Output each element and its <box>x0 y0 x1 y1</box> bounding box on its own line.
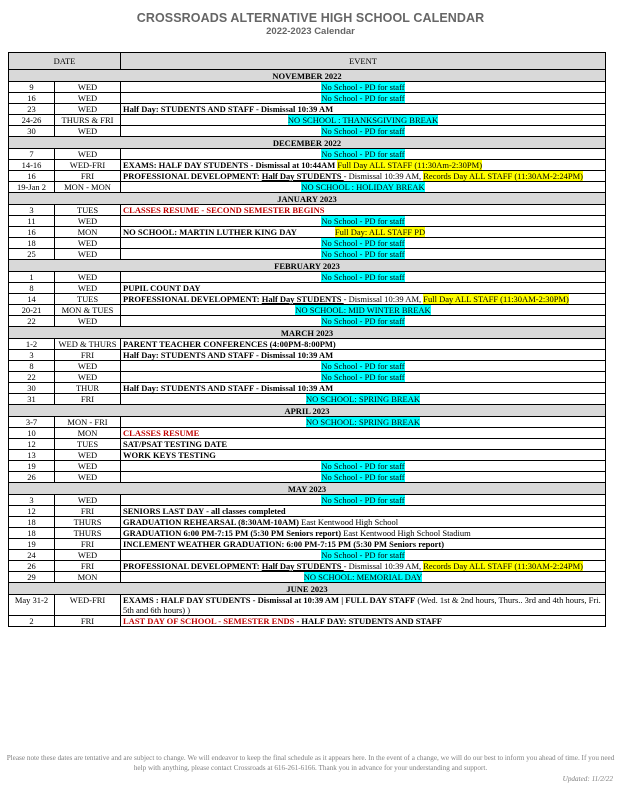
date-cell: 11 <box>9 216 55 227</box>
event-text: CLASSES RESUME <box>123 428 200 438</box>
event-text-underlined: Half Day STUDENTS <box>261 294 344 304</box>
date-cell: 16 <box>9 227 55 238</box>
date-cell: 8 <box>9 361 55 372</box>
table-row <box>9 450 606 461</box>
day-cell: MON <box>55 572 121 583</box>
calendar-table <box>8 52 606 627</box>
day-cell: MON <box>55 227 121 238</box>
day-cell: MON - MON <box>55 182 121 193</box>
event-text: No School - PD for staff <box>321 461 405 471</box>
date-cell: 25 <box>9 249 55 260</box>
date-cell: 2 <box>9 616 55 627</box>
month-label: MARCH 2023 <box>9 327 606 339</box>
date-cell: 24-26 <box>9 115 55 126</box>
date-cell: 10 <box>9 428 55 439</box>
day-cell: WED <box>55 372 121 383</box>
date-cell: 3 <box>9 495 55 506</box>
day-cell: FRI <box>55 171 121 182</box>
event-text: No School - PD for staff <box>321 149 405 159</box>
date-cell: 7 <box>9 149 55 160</box>
date-cell: 3 <box>9 350 55 361</box>
day-cell: MON & TUES <box>55 305 121 316</box>
month-row <box>9 327 606 339</box>
event-text: PROFESSIONAL DEVELOPMENT: <box>123 294 262 304</box>
table-row <box>9 305 606 316</box>
date-cell: 18 <box>9 238 55 249</box>
table-row <box>9 227 606 238</box>
date-cell: 12 <box>9 506 55 517</box>
date-cell: 1 <box>9 272 55 283</box>
event-text-underlined: Half Day STUDENTS <box>261 561 344 571</box>
event-text: No School - PD for staff <box>321 361 405 371</box>
event-text: LAST DAY OF SCHOOL - SEMESTER ENDS <box>123 616 295 626</box>
day-cell: WED <box>55 550 121 561</box>
date-column-header: DATE <box>9 53 121 70</box>
month-row <box>9 483 606 495</box>
event-text: No School - PD for staff <box>321 272 405 282</box>
table-row <box>9 550 606 561</box>
day-cell: TUES <box>55 294 121 305</box>
day-cell: MON <box>55 428 121 439</box>
day-cell: WED-FRI <box>55 160 121 171</box>
day-cell: WED <box>55 126 121 137</box>
month-label: JANUARY 2023 <box>9 193 606 205</box>
table-row <box>9 93 606 104</box>
staff-highlight: Full Day ALL STAFF (11:30Am-2:30PM) <box>337 160 483 170</box>
table-row <box>9 205 606 216</box>
staff-highlight: Full Day: ALL STAFF PD <box>334 227 426 237</box>
day-cell: FRI <box>55 616 121 627</box>
date-cell: 26 <box>9 561 55 572</box>
table-row <box>9 383 606 394</box>
day-cell: FRI <box>55 506 121 517</box>
event-text: PROFESSIONAL DEVELOPMENT: <box>123 561 262 571</box>
table-row <box>9 316 606 327</box>
table-row <box>9 394 606 405</box>
event-text: No School - PD for staff <box>321 82 405 92</box>
event-text: No School - PD for staff <box>321 216 405 226</box>
date-cell: 24 <box>9 550 55 561</box>
page-title: CROSSROADS ALTERNATIVE HIGH SCHOOL CALENDAR <box>136 11 485 25</box>
date-cell: 14-16 <box>9 160 55 171</box>
table-row <box>9 272 606 283</box>
table-row <box>9 216 606 227</box>
page-subtitle: 2022-2023 Calendar <box>266 26 355 37</box>
event-text: PARENT TEACHER CONFERENCES (4:00PM-8:00PM) <box>121 339 606 350</box>
day-cell: WED & THURS <box>55 339 121 350</box>
event-text: No School - PD for staff <box>321 372 405 382</box>
date-cell: 16 <box>9 93 55 104</box>
month-row <box>9 260 606 272</box>
day-cell: WED <box>55 216 121 227</box>
event-text: Half Day: STUDENTS AND STAFF - Dismissal 10:39 AM <box>121 383 606 394</box>
event-text: No School - PD for staff <box>321 550 405 560</box>
event-text-detail: - Dismissal 10:39 AM, <box>343 294 424 304</box>
event-text-detail: - Dismissal 10:39 AM, <box>343 561 424 571</box>
day-cell: WED <box>55 495 121 506</box>
event-text: NO SCHOOL : HOLIDAY BREAK <box>301 182 425 192</box>
event-text: No School - PD for staff <box>321 249 405 259</box>
day-cell: WED <box>55 238 121 249</box>
event-text: Half Day: STUDENTS AND STAFF - Dismissal 10:39 AM <box>121 104 606 115</box>
date-cell: 26 <box>9 472 55 483</box>
table-row <box>9 171 606 182</box>
event-column-header: EVENT <box>121 53 606 70</box>
table-row <box>9 238 606 249</box>
date-cell: 30 <box>9 383 55 394</box>
day-cell: FRI <box>55 561 121 572</box>
event-text: No School - PD for staff <box>321 472 405 482</box>
table-row <box>9 417 606 428</box>
event-text: SAT/PSAT TESTING DATE <box>121 439 606 450</box>
event-text: INCLEMENT WEATHER GRADUATION: 6:00 PM-7:15 PM (5:30 PM Seniors report) <box>121 539 606 550</box>
day-cell: WED <box>55 249 121 260</box>
table-row <box>9 616 606 627</box>
date-cell: 8 <box>9 283 55 294</box>
date-cell: 29 <box>9 572 55 583</box>
table-row <box>9 350 606 361</box>
table-row <box>9 182 606 193</box>
table-row <box>9 104 606 115</box>
table-row <box>9 149 606 160</box>
date-cell: 20-21 <box>9 305 55 316</box>
table-row <box>9 283 606 294</box>
event-text: PROFESSIONAL DEVELOPMENT: <box>123 171 262 181</box>
day-cell: THURS <box>55 517 121 528</box>
date-cell: 14 <box>9 294 55 305</box>
table-row <box>9 517 606 528</box>
day-cell: TUES <box>55 205 121 216</box>
event-text: No School - PD for staff <box>321 126 405 136</box>
table-header-row <box>9 53 606 70</box>
month-row <box>9 405 606 417</box>
day-cell: WED <box>55 472 121 483</box>
event-text: NO SCHOOL: SPRING BREAK <box>305 417 421 427</box>
date-cell: 16 <box>9 171 55 182</box>
table-row <box>9 439 606 450</box>
month-label: DECEMBER 2022 <box>9 137 606 149</box>
month-label: MAY 2023 <box>9 483 606 495</box>
month-label: FEBRUARY 2023 <box>9 260 606 272</box>
date-cell: 18 <box>9 528 55 539</box>
date-cell: 30 <box>9 126 55 137</box>
date-cell: 13 <box>9 450 55 461</box>
table-row <box>9 561 606 572</box>
table-row <box>9 361 606 372</box>
event-text: NO SCHOOL: MARTIN LUTHER KING DAY <box>123 227 297 237</box>
date-cell: 3-7 <box>9 417 55 428</box>
event-text: No School - PD for staff <box>321 316 405 326</box>
table-row <box>9 294 606 305</box>
table-row <box>9 372 606 383</box>
event-text: NO SCHOOL: MEMORIAL DAY <box>303 572 423 582</box>
day-cell: FRI <box>55 394 121 405</box>
footer-note: Please note these dates are tentative and are subject to change. We will endeavor to keep the final schedule as it appears here. In the event of a change, we will do our best to inform you ahead of time. If you need help with anything, please contact Crossroads at 616-261-6166. Thank you in advance for your understanding and support. <box>6 754 615 772</box>
event-text-underlined: Half Day STUDENTS <box>261 171 344 181</box>
event-text: EXAMS: HALF DAY STUDENTS - Dismissal at 10:44AM <box>123 160 336 170</box>
table-row <box>9 539 606 550</box>
table-row <box>9 495 606 506</box>
date-cell: 3 <box>9 205 55 216</box>
table-row <box>9 339 606 350</box>
event-text: CLASSES RESUME - SECOND SEMESTER BEGINS <box>123 205 325 215</box>
day-cell: FRI <box>55 350 121 361</box>
date-cell: 12 <box>9 439 55 450</box>
day-cell: FRI <box>55 539 121 550</box>
day-cell: WED <box>55 272 121 283</box>
date-cell: 18 <box>9 517 55 528</box>
event-text: NO SCHOOL: SPRING BREAK <box>305 394 421 404</box>
date-cell: 19-Jan 2 <box>9 182 55 193</box>
table-row <box>9 572 606 583</box>
event-location: East Kentwood High School <box>299 517 399 527</box>
event-location: East Kentwood High School Stadium <box>341 528 471 538</box>
table-row <box>9 428 606 439</box>
staff-highlight: Full Day ALL STAFF (11:30AM-2:30PM) <box>423 294 569 304</box>
table-row <box>9 461 606 472</box>
date-cell: 1-2 <box>9 339 55 350</box>
table-row <box>9 472 606 483</box>
table-row <box>9 249 606 260</box>
updated-date: Updated: 11/2/22 <box>562 775 613 783</box>
table-row <box>9 115 606 126</box>
event-text: Half Day: STUDENTS AND STAFF - Dismissal 10:39 AM <box>121 350 606 361</box>
day-cell: WED <box>55 361 121 372</box>
event-text-detail: (Wed. 1st & 2nd hours, Thurs.. 3rd and 4th hours, Fri. 5th and 6th hours) ) <box>123 595 601 615</box>
event-text: NO SCHOOL: MID WINTER BREAK <box>295 305 431 315</box>
month-label: JUNE 2023 <box>9 583 606 595</box>
table-row <box>9 528 606 539</box>
event-text-detail: - Dismissal 10:39 AM, <box>343 171 424 181</box>
table-row <box>9 595 606 616</box>
event-text: EXAMS : HALF DAY STUDENTS - Dismissal at 10:39 AM | FULL DAY STAFF <box>123 595 416 605</box>
event-text: GRADUATION 6:00 PM-7:15 PM (5:30 PM Seniors report) <box>123 528 342 538</box>
table-row <box>9 126 606 137</box>
day-cell: WED <box>55 450 121 461</box>
event-text: No School - PD for staff <box>321 495 405 505</box>
day-cell: THURS <box>55 528 121 539</box>
day-cell: WED <box>55 104 121 115</box>
day-cell: WED-FRI <box>55 595 121 616</box>
date-cell: 22 <box>9 372 55 383</box>
table-row <box>9 506 606 517</box>
month-row <box>9 583 606 595</box>
date-cell: 22 <box>9 316 55 327</box>
month-row <box>9 70 606 82</box>
event-text: GRADUATION REHEARSAL (8:30AM-10AM) <box>123 517 299 527</box>
day-cell: WED <box>55 461 121 472</box>
day-cell: WED <box>55 82 121 93</box>
day-cell: THURS & FRI <box>55 115 121 126</box>
event-text: No School - PD for staff <box>321 238 405 248</box>
staff-highlight: Records Day ALL STAFF (11:30AM-2:24PM) <box>423 561 583 571</box>
table-row <box>9 82 606 93</box>
day-cell: WED <box>55 93 121 104</box>
date-cell: May 31-2 <box>9 595 55 616</box>
event-text: WORK KEYS TESTING <box>121 450 606 461</box>
event-text: No School - PD for staff <box>321 93 405 103</box>
date-cell: 9 <box>9 82 55 93</box>
day-cell: THUR <box>55 383 121 394</box>
staff-highlight: Records Day ALL STAFF (11:30AM-2:24PM) <box>423 171 583 181</box>
day-cell: MON - FRI <box>55 417 121 428</box>
day-cell: WED <box>55 316 121 327</box>
date-cell: 19 <box>9 461 55 472</box>
month-label: NOVEMBER 2022 <box>9 70 606 82</box>
date-cell: 23 <box>9 104 55 115</box>
day-cell: TUES <box>55 439 121 450</box>
event-text: PUPIL COUNT DAY <box>121 283 606 294</box>
month-label: APRIL 2023 <box>9 405 606 417</box>
day-cell: WED <box>55 149 121 160</box>
event-text-detail: - HALF DAY: STUDENTS AND STAFF <box>294 616 443 626</box>
table-row <box>9 160 606 171</box>
event-text: SENIORS LAST DAY - all classes completed <box>121 506 606 517</box>
month-row <box>9 193 606 205</box>
event-text: NO SCHOOL : THANKSGIVING BREAK <box>287 115 439 125</box>
date-cell: 19 <box>9 539 55 550</box>
month-row <box>9 137 606 149</box>
date-cell: 31 <box>9 394 55 405</box>
day-cell: WED <box>55 283 121 294</box>
